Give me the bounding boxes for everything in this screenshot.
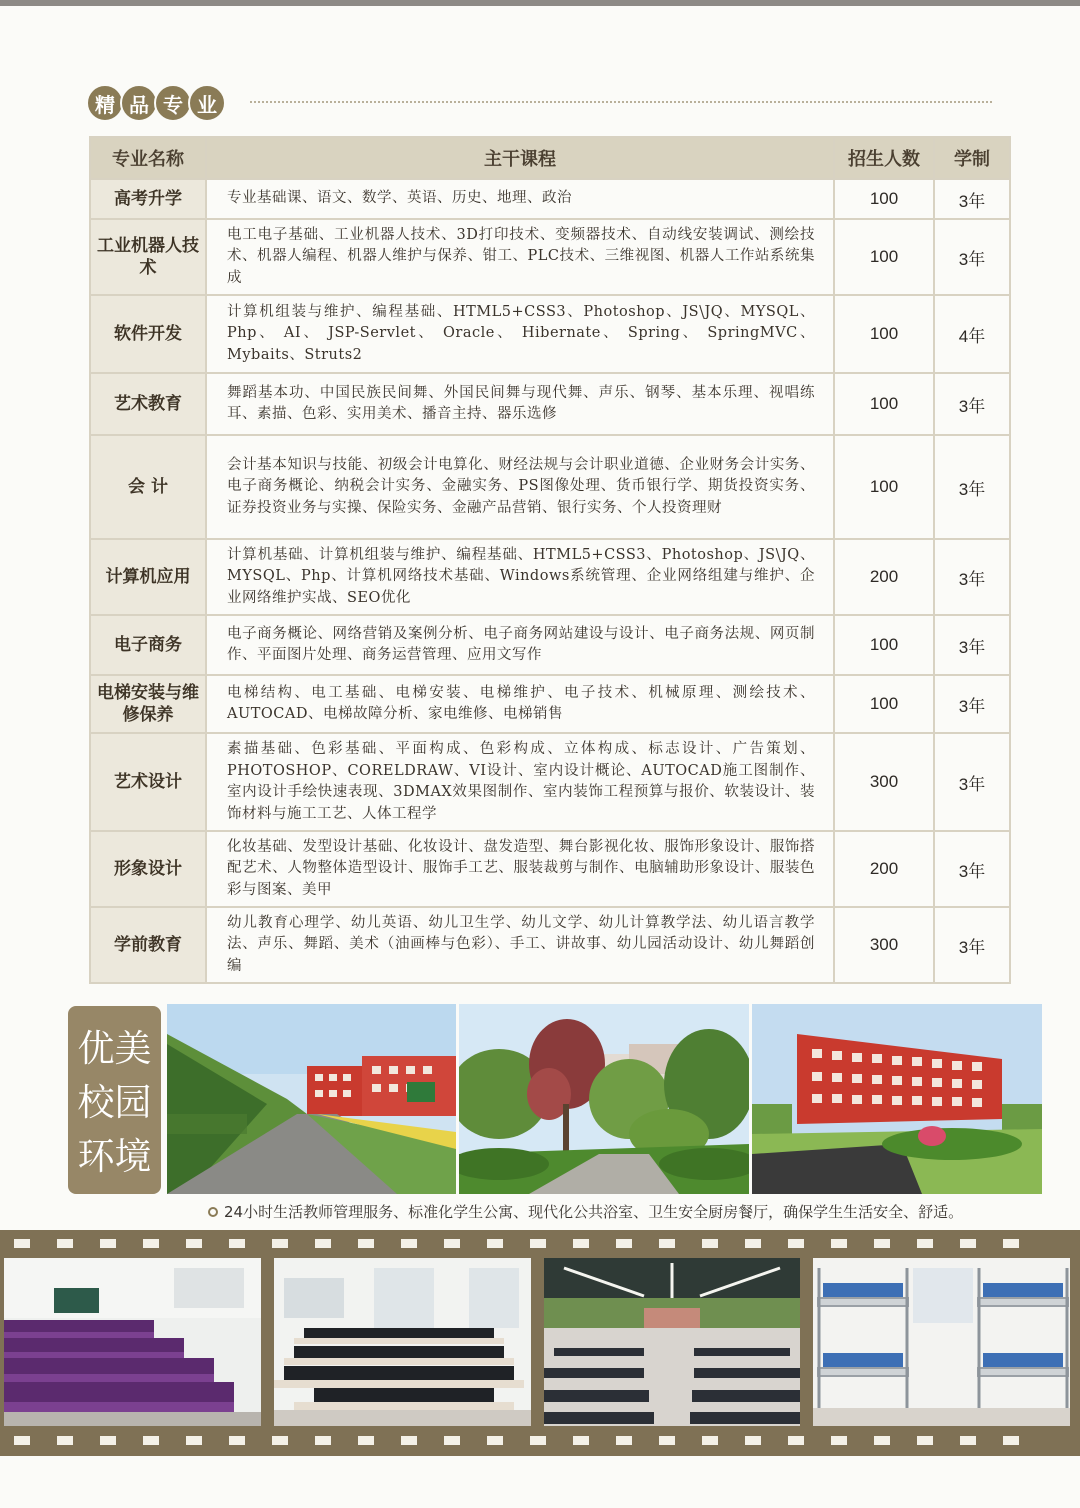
major-courses: 计算机基础、计算机组装与维护、编程基础、HTML5+CSS3、Photoshop、JS\JQ、MYSQL、Php、计算机网络技术基础、Windows系统管理、企业网络组建与维护、企业网络维护实战、SEO优化 xyxy=(206,539,834,615)
campus-environment-label xyxy=(68,1006,161,1194)
major-duration: 3年 xyxy=(934,373,1010,435)
major-name: 艺术教育 xyxy=(90,373,206,435)
major-name: 电子商务 xyxy=(90,615,206,675)
section-header xyxy=(86,82,222,124)
major-enrollment: 200 xyxy=(834,831,934,907)
major-name: 会 计 xyxy=(90,435,206,539)
major-enrollment: 100 xyxy=(834,435,934,539)
campus-road-photo xyxy=(167,1004,456,1194)
campus-caption-text: 24小时生活教师管理服务、标准化学生公寓、现代化公共浴室、卫生安全厨房餐厅，确保学生生活安全、舒适。 xyxy=(224,1203,964,1221)
major-enrollment: 300 xyxy=(834,907,934,983)
column-header-courses: 主干课程 xyxy=(206,137,834,179)
major-enrollment: 100 xyxy=(834,675,934,733)
major-duration: 3年 xyxy=(934,831,1010,907)
section-title-char: 专 xyxy=(154,84,192,122)
major-name: 工业机器人技术 xyxy=(90,219,206,295)
major-enrollment: 100 xyxy=(834,615,934,675)
table-row xyxy=(90,373,1010,435)
section-title-char: 业 xyxy=(188,84,226,122)
major-enrollment: 300 xyxy=(834,733,934,831)
major-duration: 4年 xyxy=(934,295,1010,373)
dotted-divider xyxy=(250,101,992,103)
table-row xyxy=(90,179,1010,219)
film-sprocket-row-bottom xyxy=(0,1436,1080,1446)
section-title-char: 精 xyxy=(86,84,124,122)
major-duration: 3年 xyxy=(934,539,1010,615)
column-header-name: 专业名称 xyxy=(90,137,206,179)
major-courses: 电梯结构、电工基础、电梯安装、电梯维护、电子技术、机械原理、测绘技术、AUTOCAD、电梯故障分析、家电维修、电梯销售 xyxy=(206,675,834,733)
major-duration: 3年 xyxy=(934,907,1010,983)
table-row xyxy=(90,219,1010,295)
major-courses: 会计基本知识与技能、初级会计电算化、财经法规与会计职业道德、企业财务会计实务、电子商务概论、纳税会计实务、金融实务、PS图像处理、货币银行学、期货投资实务、证券投资业务与实操、保险实务、金融产品营销、银行实务、个人投资理财 xyxy=(206,435,834,539)
column-header-enrollment: 招生人数 xyxy=(834,137,934,179)
major-enrollment: 100 xyxy=(834,373,934,435)
major-courses: 电子商务概论、网络营销及案例分析、电子商务网站建设与设计、电子商务法规、网页制作、平面图片处理、商务运营管理、应用文写作 xyxy=(206,615,834,675)
classroom-photo xyxy=(4,1258,261,1426)
campus-building-photo xyxy=(752,1004,1042,1194)
major-enrollment: 200 xyxy=(834,539,934,615)
table-row xyxy=(90,675,1010,733)
major-enrollment: 100 xyxy=(834,219,934,295)
major-enrollment: 100 xyxy=(834,295,934,373)
major-duration: 3年 xyxy=(934,615,1010,675)
campus-garden-photo xyxy=(459,1004,749,1194)
major-name: 计算机应用 xyxy=(90,539,206,615)
major-duration: 3年 xyxy=(934,435,1010,539)
major-courses: 幼儿教育心理学、幼儿英语、幼儿卫生学、幼儿文学、幼儿计算教学法、幼儿语言教学法、声乐、舞蹈、美术（油画棒与色彩）、手工、讲故事、幼儿园活动设计、幼儿舞蹈创编 xyxy=(206,907,834,983)
major-courses: 化妆基础、发型设计基础、化妆设计、盘发造型、舞台影视化妆、服饰形象设计、服饰搭配艺术、人物整体造型设计、服饰手工艺、服装裁剪与制作、电脑辅助形象设计、服装色彩与图案、美甲 xyxy=(206,831,834,907)
computer-lab-photo xyxy=(274,1258,531,1426)
major-name: 高考升学 xyxy=(90,179,206,219)
table-row xyxy=(90,435,1010,539)
major-duration: 3年 xyxy=(934,733,1010,831)
major-name: 电梯安装与维修保养 xyxy=(90,675,206,733)
major-duration: 3年 xyxy=(934,219,1010,295)
campus-label-line: 优美 xyxy=(77,1027,152,1070)
major-enrollment: 100 xyxy=(834,179,934,219)
major-courses: 电工电子基础、工业机器人技术、3D打印技术、变频器技术、自动线安装调试、测绘技术、机器人编程、机器人维护与保养、钳工、PLC技术、三维视图、机器人工作站系统集成 xyxy=(206,219,834,295)
dormitory-photo xyxy=(813,1258,1070,1426)
section-title-char: 品 xyxy=(120,84,158,122)
major-duration: 3年 xyxy=(934,179,1010,219)
film-strip xyxy=(0,1230,1080,1456)
column-header-duration: 学制 xyxy=(934,137,1010,179)
table-row xyxy=(90,831,1010,907)
major-courses: 计算机组装与维护、编程基础、HTML5+CSS3、Photoshop、JS\JQ、MYSQL、Php、 AI、 JSP-Servlet、 Oracle、 Hibernate、 Spring、 SpringMVC、Mybaits、Struts2 xyxy=(206,295,834,373)
section-title-badge xyxy=(86,84,222,122)
table-row xyxy=(90,733,1010,831)
major-courses: 舞蹈基本功、中国民族民间舞、外国民间舞与现代舞、声乐、钢琴、基本乐理、视唱练耳、素描、色彩、实用美术、播音主持、器乐选修 xyxy=(206,373,834,435)
major-name: 学前教育 xyxy=(90,907,206,983)
major-duration: 3年 xyxy=(934,675,1010,733)
top-border xyxy=(0,0,1080,6)
cafeteria-photo xyxy=(544,1258,800,1426)
course-table xyxy=(89,136,1011,984)
table-row xyxy=(90,615,1010,675)
bullet-icon xyxy=(208,1207,218,1217)
campus-label-line: 校园 xyxy=(77,1081,152,1124)
major-name: 形象设计 xyxy=(90,831,206,907)
table-row xyxy=(90,295,1010,373)
campus-caption xyxy=(208,1201,963,1222)
table-row xyxy=(90,907,1010,983)
major-courses: 专业基础课、语文、数学、英语、历史、地理、政治 xyxy=(206,179,834,219)
table-header-row xyxy=(90,137,1010,179)
campus-label-line: 环境 xyxy=(77,1135,152,1178)
major-name: 软件开发 xyxy=(90,295,206,373)
table-row xyxy=(90,539,1010,615)
major-courses: 素描基础、色彩基础、平面构成、色彩构成、立体构成、标志设计、广告策划、PHOTOSHOP、CORELDRAW、VI设计、室内设计概论、AUTOCAD施工图制作、室内设计手绘快速表现、3DMAX效果图制作、室内装饰工程预算与报价、软装设计、装饰材料与施工工艺、人体工程学 xyxy=(206,733,834,831)
major-name: 艺术设计 xyxy=(90,733,206,831)
film-sprocket-row-top xyxy=(0,1239,1080,1249)
